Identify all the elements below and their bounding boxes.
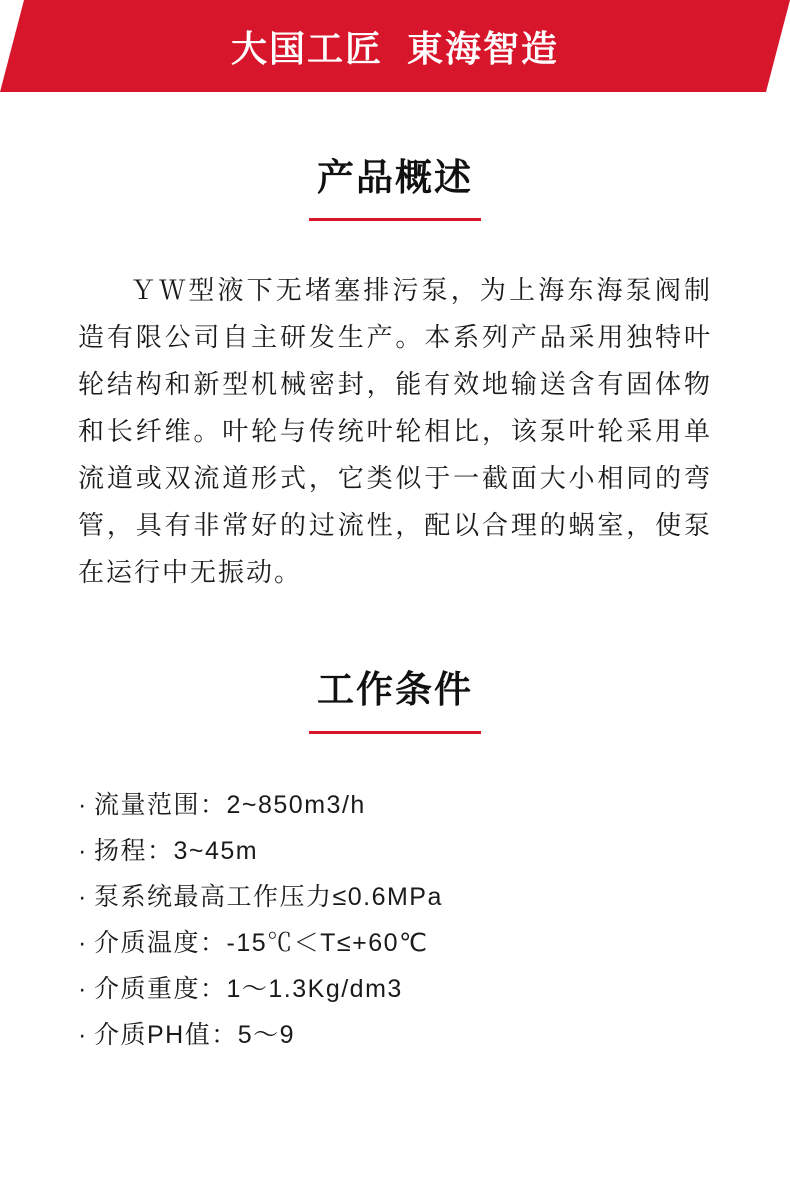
list-item — [78, 782, 712, 828]
section-heading-working-conditions — [0, 668, 790, 733]
section-heading-overview — [0, 156, 790, 221]
list-item-label: 扬程：3~45m — [94, 836, 259, 865]
bullet-icon: · — [78, 836, 88, 865]
list-item-label: 介质重度：1～1.3Kg/dm3 — [94, 974, 403, 1003]
list-item-label: 泵系统最高工作压力≤0.6MPa — [94, 882, 443, 911]
list-item — [78, 920, 712, 966]
title-underline-overview — [309, 218, 481, 221]
list-item — [78, 874, 712, 920]
section-title-working-conditions: 工作条件 — [317, 669, 473, 711]
list-item — [78, 828, 712, 874]
list-item-label: 介质温度：-15℃＜T≤+60℃ — [94, 928, 429, 957]
bullet-icon: · — [78, 1020, 88, 1049]
bullet-icon: · — [78, 928, 88, 957]
list-item — [78, 966, 712, 1012]
bullet-icon: · — [78, 882, 88, 911]
bullet-icon: · — [78, 974, 88, 1003]
bullet-icon: · — [78, 790, 88, 819]
overview-paragraph: ＹＷ型液下无堵塞排污泵，为上海东海泵阀制造有限公司自主研发生产。本系列产品采用独特叶轮结构和新型机械密封，能有效地输送含有固体物和长纤维。叶轮与传统叶轮相比，该泵叶轮采用单流道或双流道形式，它类似于一截面大小相同的弯管，具有非常好的过流性，配以合理的蜗室，使泵在运行中无振动。 — [78, 275, 712, 588]
banner-title: 大国工匠 東海智造 — [230, 27, 559, 69]
list-item-label: 流量范围：2~850m3/h — [94, 790, 366, 819]
list-item-label: 介质PH值：5～9 — [94, 1020, 296, 1049]
working-conditions-list — [0, 782, 790, 1058]
overview-paragraph-block — [0, 267, 790, 596]
list-item — [78, 1012, 712, 1058]
section-title-overview: 产品概述 — [317, 157, 473, 198]
title-underline-working-conditions — [309, 731, 481, 734]
header-banner — [0, 0, 790, 92]
